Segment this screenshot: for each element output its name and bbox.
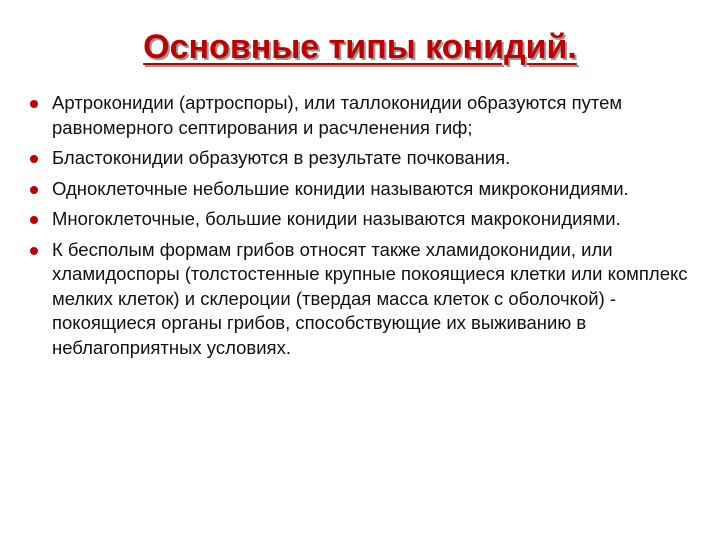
bullet-item — [26, 238, 696, 361]
bullet-dot-icon — [30, 216, 38, 224]
bullet-text: Многоклеточные, большие конидии называются макроконидиями. — [52, 208, 621, 229]
bullet-dot-icon — [30, 247, 38, 255]
slide-title: Основные типы конидий. — [143, 28, 577, 66]
bullet-text: Бластоконидии образуются в результате почкования. — [52, 147, 511, 168]
bullet-text: Артроконидии (артроспоры), или таллоконидии о6разуются путем равномерного септирования и расчленения гиф; — [52, 92, 623, 138]
bullet-dot-icon — [30, 100, 38, 108]
bullet-list — [26, 91, 696, 366]
bullet-item — [26, 146, 696, 171]
bullet-item — [26, 177, 696, 202]
bullet-text: К бесполым формам грибов относят также хламидоконидии, или хламидоспоры (толстостенные крупные покоящиеся клетки или комплекс мелких клеток) и склероции (твердая масса клеток с оболочкой) - покоящиеся органы грибов, способствующие их выживанию в неблагоприятных условиях. — [52, 238, 688, 358]
bullet-dot-icon — [30, 155, 38, 163]
bullet-item — [26, 207, 696, 232]
bullet-item — [26, 91, 696, 140]
bullet-dot-icon — [30, 186, 38, 194]
bullet-text: Одноклеточные небольшие конидии называются микроконидиями. — [52, 177, 629, 199]
